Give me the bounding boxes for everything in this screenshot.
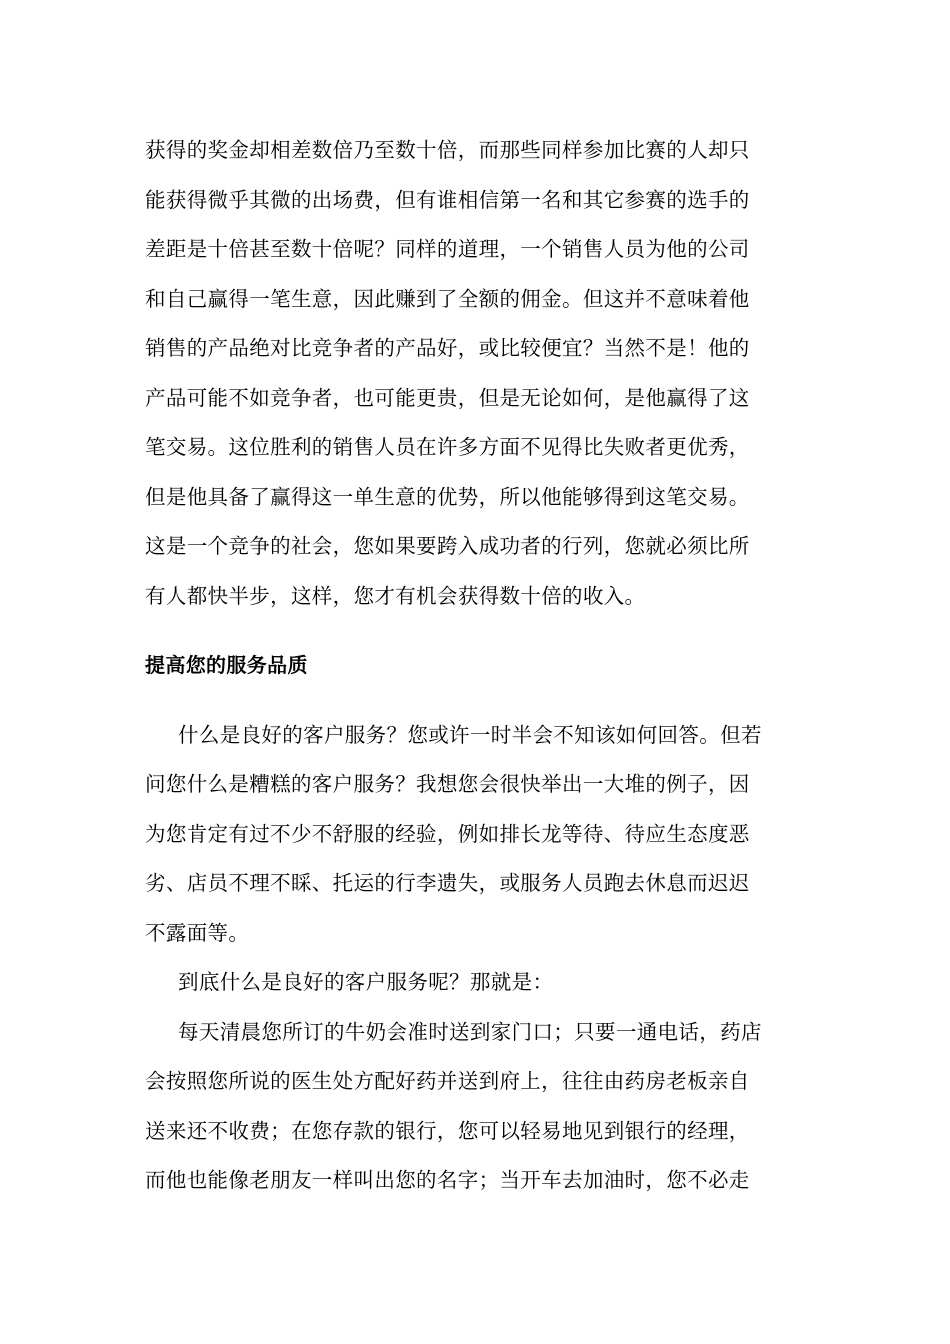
paragraph-line: 劣、店员不理不睬、托运的行李遗失，或服务人员跑去休息而迟迟 — [145, 871, 750, 895]
paragraph-line: 销售的产品绝对比竞争者的产品好，或比较便宜？当然不是！他的 — [145, 336, 750, 360]
paragraph-line: 能获得微乎其微的出场费，但有谁相信第一名和其它参赛的选手的 — [145, 187, 750, 212]
document-page — [145, 126, 809, 1206]
paragraph-line: 问您什么是糟糕的客户服务？我想您会很快举出一大堆的例子，因 — [145, 772, 750, 796]
paragraph-line: 到底什么是良好的客户服务呢？那就是： — [178, 970, 554, 994]
paragraph-3 — [145, 958, 809, 1008]
paragraph-line: 获得的奖金却相差数倍乃至数十倍，而那些同样参加比赛的人却只 — [145, 138, 750, 162]
paragraph-line: 送来还不收费；在您存款的银行，您可以轻易地见到银行的经理， — [145, 1118, 750, 1143]
paragraph-line: 差距是十倍甚至数十倍呢？同样的道理，一个销售人员为他的公司 — [145, 237, 750, 261]
paragraph-1 — [145, 126, 809, 621]
paragraph-line: 和自己赢得一笔生意，因此赚到了全额的佣金。但这并不意味着他 — [145, 286, 750, 311]
paragraph-line: 而他也能像老朋友一样叫出您的名字；当开车去加油时，您不必走 — [145, 1168, 750, 1192]
paragraph-line: 会按照您所说的医生处方配好药并送到府上，往往由药房老板亲自 — [145, 1069, 750, 1093]
paragraph-line: 但是他具备了赢得这一单生意的优势，所以他能够得到这笔交易。 — [145, 484, 750, 509]
paragraph-line: 产品可能不如竞争者，也可能更贵，但是无论如何，是他赢得了这 — [145, 385, 750, 410]
paragraph-line: 这是一个竞争的社会，您如果要跨入成功者的行列，您就必须比所 — [145, 534, 750, 558]
paragraph-line: 每天清晨您所订的牛奶会准时送到家门口；只要一通电话，药店 — [178, 1019, 762, 1044]
paragraph-line: 为您肯定有过不少不舒服的经验，例如排长龙等待、待应生态度恶 — [145, 821, 750, 846]
section-heading: 提高您的服务品质 — [145, 653, 308, 677]
paragraph-line: 笔交易。这位胜利的销售人员在许多方面不见得比失败者更优秀， — [145, 435, 750, 459]
paragraph-line: 什么是良好的客户服务？您或许一时半会不知该如何回答。但若 — [178, 722, 762, 747]
paragraph-4 — [145, 1008, 809, 1206]
paragraph-2 — [145, 711, 809, 959]
paragraph-line: 有人都快半步，这样，您才有机会获得数十倍的收入。 — [145, 583, 646, 608]
paragraph-line: 不露面等。 — [145, 920, 250, 945]
